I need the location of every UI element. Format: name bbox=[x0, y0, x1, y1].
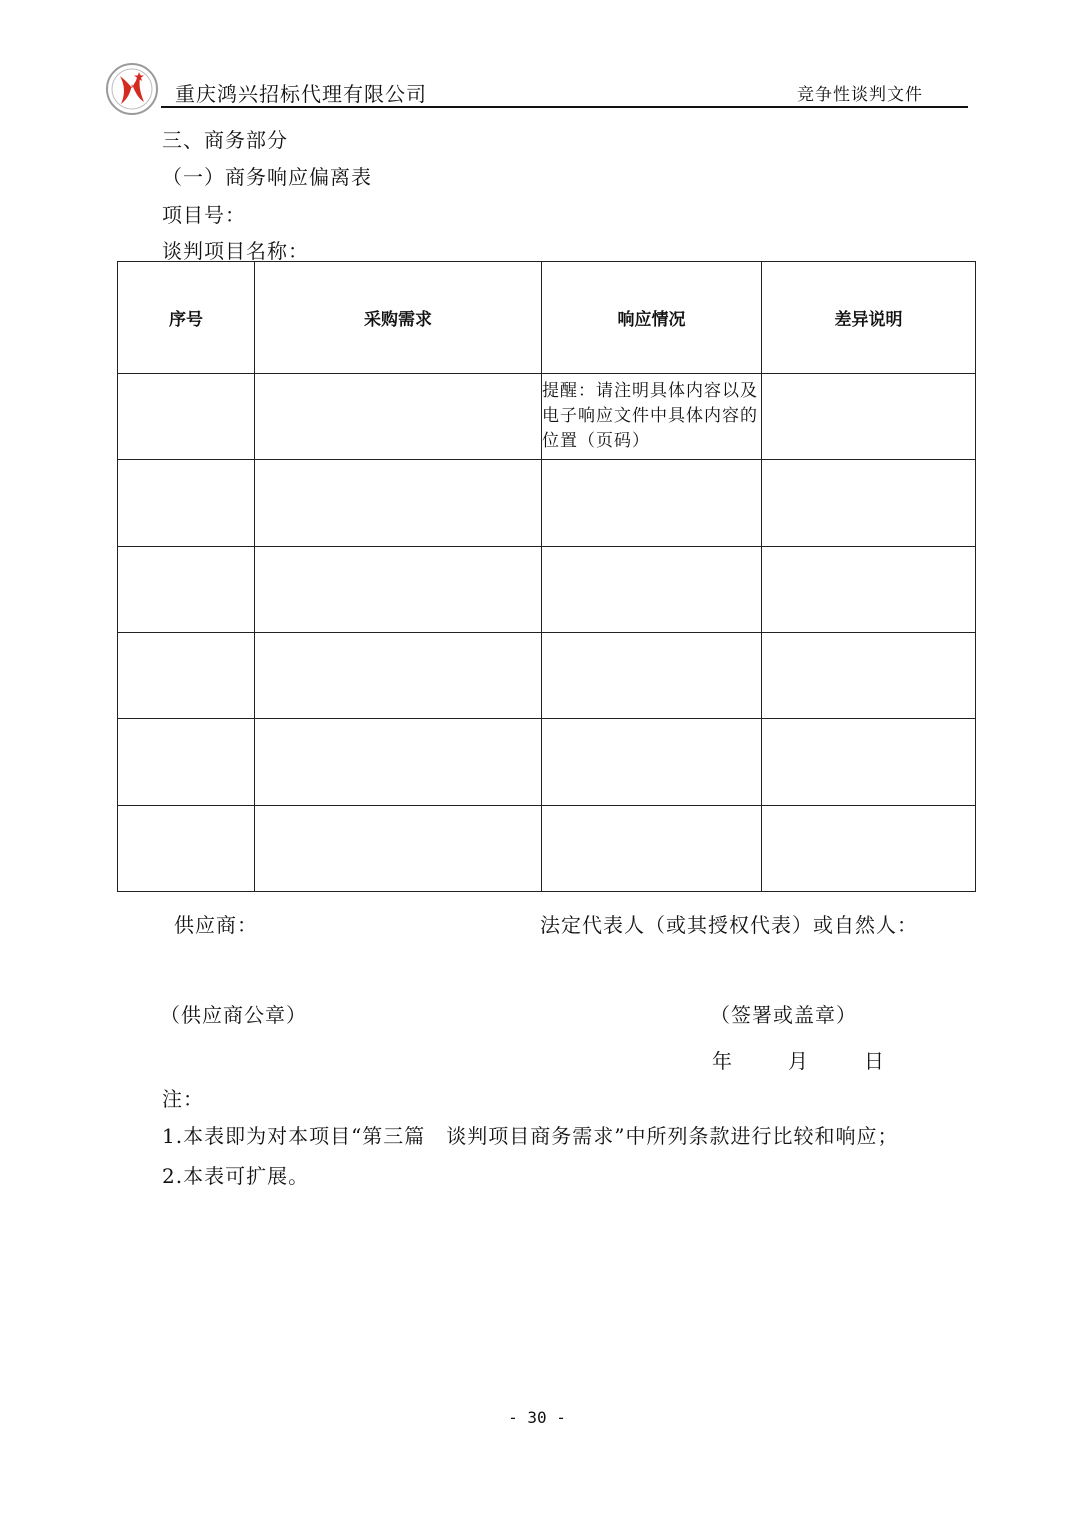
table-cell[interactable] bbox=[255, 460, 542, 546]
table-cell[interactable] bbox=[762, 719, 976, 805]
table-cell[interactable] bbox=[255, 719, 542, 805]
table-cell[interactable] bbox=[762, 546, 976, 632]
response-hint-cell[interactable]: 提醒：请注明具体内容以及电子响应文件中具体内容的位置（页码） bbox=[542, 374, 762, 460]
table-header-row bbox=[118, 262, 976, 374]
table-cell[interactable] bbox=[762, 374, 976, 460]
table-cell[interactable] bbox=[762, 460, 976, 546]
table-cell[interactable] bbox=[118, 374, 255, 460]
date-day: 日 bbox=[864, 1049, 885, 1073]
column-header-response: 响应情况 bbox=[542, 262, 762, 374]
table-cell[interactable] bbox=[762, 805, 976, 891]
legal-representative-label: 法定代表人（或其授权代表）或自然人： bbox=[540, 913, 918, 937]
table-row bbox=[118, 719, 976, 805]
table-cell[interactable] bbox=[542, 546, 762, 632]
table-cell[interactable] bbox=[762, 632, 976, 718]
page-header bbox=[105, 62, 968, 108]
sign-or-seal-label: （签署或盖章） bbox=[710, 1003, 857, 1027]
company-seal-logo bbox=[105, 62, 159, 116]
table-cell[interactable] bbox=[255, 546, 542, 632]
table-cell[interactable] bbox=[118, 460, 255, 546]
table-cell[interactable] bbox=[118, 632, 255, 718]
project-name-label: 谈判项目名称： bbox=[162, 239, 309, 263]
table-cell[interactable] bbox=[542, 632, 762, 718]
notes-title: 注： bbox=[162, 1087, 204, 1111]
date-year: 年 bbox=[712, 1049, 733, 1073]
table-row bbox=[118, 632, 976, 718]
note-item-1: 1.本表即为对本项目“第三篇 谈判项目商务需求”中所列条款进行比较和响应； bbox=[162, 1124, 899, 1148]
table-cell[interactable] bbox=[118, 805, 255, 891]
table-row bbox=[118, 460, 976, 546]
note-item-2: 2.本表可扩展。 bbox=[162, 1164, 310, 1188]
page-number: - 30 - bbox=[508, 1408, 566, 1427]
company-name: 重庆鸿兴招标代理有限公司 bbox=[175, 82, 427, 106]
column-header-seq: 序号 bbox=[118, 262, 255, 374]
column-header-difference: 差异说明 bbox=[762, 262, 976, 374]
table-cell[interactable] bbox=[255, 374, 542, 460]
table-cell[interactable] bbox=[542, 805, 762, 891]
project-number-label: 项目号： bbox=[162, 203, 246, 227]
table-row bbox=[118, 805, 976, 891]
supplier-label: 供应商： bbox=[174, 913, 258, 937]
table-row bbox=[118, 374, 976, 460]
table-cell[interactable] bbox=[542, 719, 762, 805]
supplier-seal-label: （供应商公章） bbox=[160, 1003, 307, 1027]
header-divider bbox=[161, 106, 968, 108]
section-title: 三、商务部分 bbox=[162, 128, 288, 152]
table-cell[interactable] bbox=[542, 460, 762, 546]
table-cell[interactable] bbox=[118, 719, 255, 805]
table-row bbox=[118, 546, 976, 632]
table-cell[interactable] bbox=[255, 805, 542, 891]
column-header-requirement: 采购需求 bbox=[255, 262, 542, 374]
document-type: 竞争性谈判文件 bbox=[797, 85, 923, 105]
table-cell[interactable] bbox=[118, 546, 255, 632]
table-cell[interactable] bbox=[255, 632, 542, 718]
date-month: 月 bbox=[788, 1049, 809, 1073]
subsection-title: （一）商务响应偏离表 bbox=[162, 165, 372, 189]
business-deviation-table bbox=[117, 261, 976, 892]
